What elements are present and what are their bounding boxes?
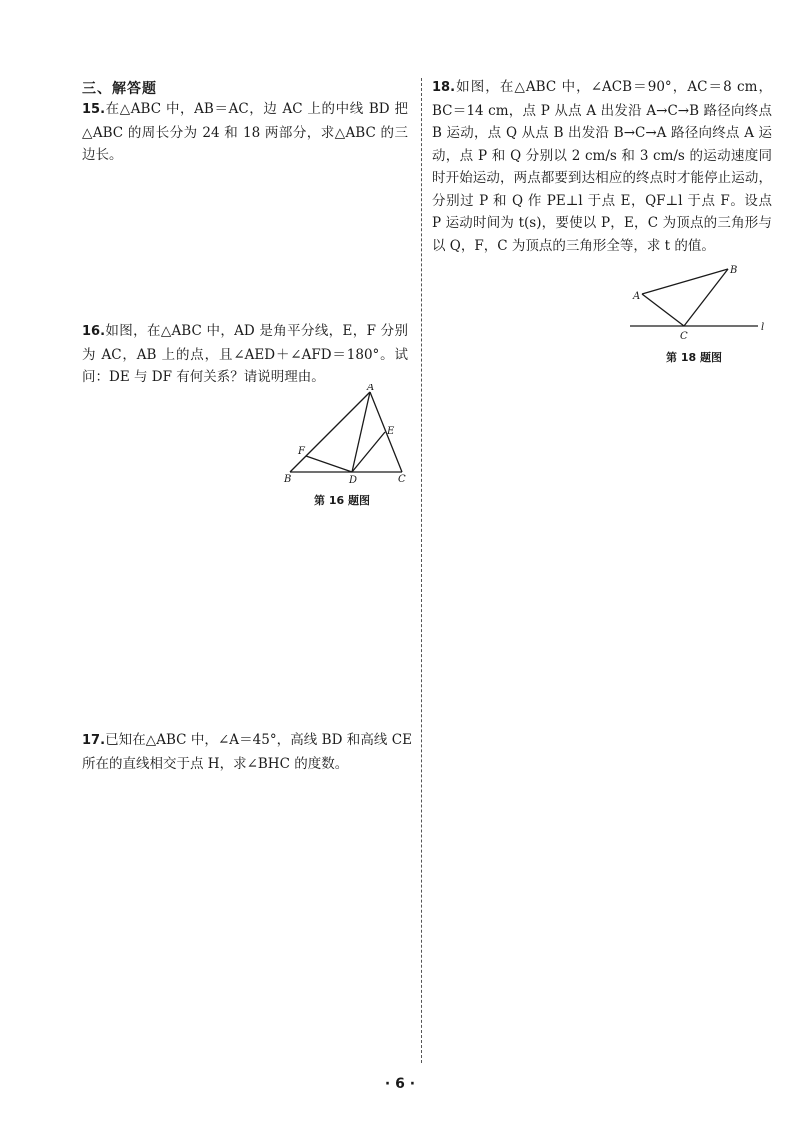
problem-17	[82, 729, 412, 775]
figure-18-caption: 第 18 题图	[666, 351, 722, 364]
label-f: F	[298, 446, 305, 457]
problem-18	[432, 76, 772, 257]
label-d: D	[349, 475, 358, 484]
label-e: E	[387, 426, 395, 437]
figure-16-diagram	[278, 384, 414, 484]
label-c: C	[398, 474, 406, 484]
problem-15	[82, 98, 408, 167]
problem-number: 18.	[432, 80, 456, 95]
problem-number: 15.	[82, 102, 106, 117]
label-l: l	[761, 322, 765, 333]
problem-number: 17.	[82, 733, 106, 748]
section-title: 三、解答题	[82, 81, 157, 97]
label-a: A	[633, 291, 641, 302]
problem-text: 如图，在△ABC 中，AD 是角平分线，E，F 分别为 AC，AB 上的点，且∠AED＋∠AFD＝180°。试问：DE 与 DF 有何关系？请说明理由。	[82, 323, 408, 385]
label-a: A	[367, 384, 375, 393]
label-c: C	[680, 331, 688, 342]
problem-text: 如图，在△ABC 中，∠ACB＝90°，AC＝8 cm，BC＝14 cm，点 P 从点 A 出发沿 A→C→B 路径向终点 B 运动，点 Q 从点 B 出发沿 B→C→A 路径向终点 A 运动，点 P 和 Q 分别以 2 cm/s 和 3 cm/s 的运动速度同时开始运动，两点都要到达相应的终点时才能停止运动，分别过 P 和 Q 作 PE⊥l 于点 E，QF⊥l 于点 F。设点 P 运动时间为 t(s)，要使以 P，E，C 为顶点的三角形与以 Q，F，C 为顶点的三角形全等，求 t 的值。	[432, 79, 772, 254]
label-b: B	[284, 474, 292, 484]
figure-18-diagram	[622, 264, 772, 342]
figure-16-caption: 第 16 题图	[314, 494, 370, 507]
problem-number: 16.	[82, 324, 106, 339]
column-divider	[421, 78, 422, 1063]
page-number: · 6 ·	[384, 1076, 416, 1092]
problem-text: 在△ABC 中，AB＝AC，边 AC 上的中线 BD 把△ABC 的周长分为 24 和 18 两部分，求△ABC 的三边长。	[82, 101, 408, 163]
problem-text: 已知在△ABC 中，∠A＝45°，高线 BD 和高线 CE 所在的直线相交于点 H，求∠BHC 的度数。	[82, 732, 412, 772]
label-b: B	[730, 265, 738, 276]
problem-16	[82, 320, 408, 389]
